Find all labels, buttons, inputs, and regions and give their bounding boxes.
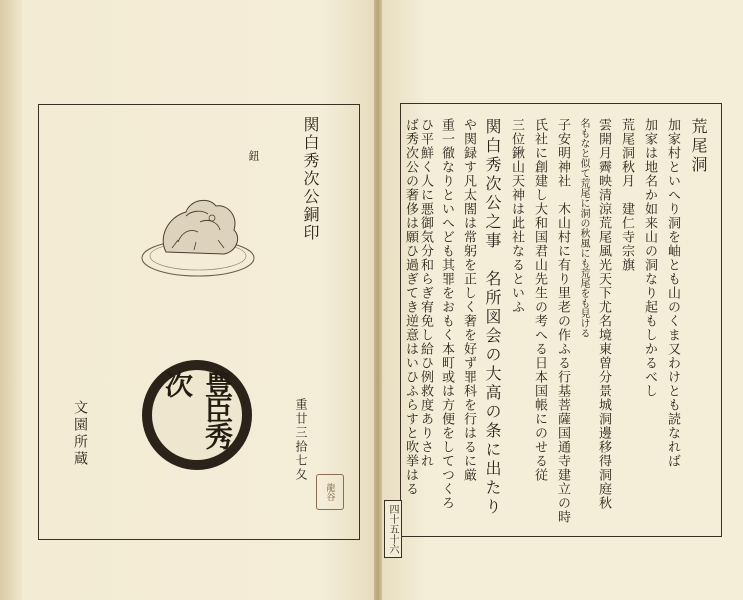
text-column: 雲開月霽映清涼荒尾風光天下尤名境東曽分景城洞邊移得洞庭秋 bbox=[596, 118, 611, 510]
seal-title: 関白秀次公銅印 bbox=[301, 116, 320, 242]
text-column: 荒尾洞 bbox=[689, 118, 708, 175]
seal-face-text: 豊臣秀次 bbox=[161, 370, 234, 448]
text-column: 関白秀次公之事 名所図会の大高の条に出たり bbox=[483, 118, 502, 517]
text-column: 名もなと似て荒尾に洞の秋風にも荒尾をも見ける bbox=[578, 118, 589, 338]
text-column: 加家村といへり洞を岫とも山のくま又わけとも読なれば bbox=[665, 118, 680, 468]
seal-knob-label: 鈕 bbox=[247, 150, 260, 163]
folio-number: 四十五十六 bbox=[384, 500, 402, 558]
text-column: 三位鍬山天神は此社なるといふ bbox=[509, 118, 524, 314]
seal-knob-illustration bbox=[138, 182, 258, 282]
text-column: 子安明神社 木山村に有り里老の作ふる行基菩薩国通寺建立の時 bbox=[555, 118, 570, 524]
text-column: ひ平鮮く人に悪御気分和らぎ宥免し給ひ例救度ありされ bbox=[418, 118, 433, 468]
text-column: ば秀次公の奢侈は願ひ過ぎてき逆意はいひふらすと吹挙はる bbox=[403, 118, 418, 496]
text-column: や関録す凡太閤は常躬を正しく奢を好ず罪科を行はるに厳 bbox=[461, 118, 476, 482]
text-column: 重一徹なりといへども其罪をおもく本町或は方便をしてつくろ bbox=[439, 118, 454, 510]
seal-impression bbox=[142, 360, 252, 470]
collection-mark: 文園所蔵 bbox=[72, 400, 88, 468]
page-edge bbox=[0, 0, 22, 600]
seal-weight-note: 重廿三拾七夂 bbox=[294, 398, 308, 482]
text-column: 荒尾洞秋月 建仁寺宗旗 bbox=[619, 118, 634, 272]
book-gutter bbox=[374, 0, 382, 600]
text-column: 氏社に創建し大和国君山先生の考へる日本国帳にのせる従 bbox=[532, 118, 547, 482]
text-column: 加家は地名か如来山の洞なり起もしかるべし bbox=[642, 118, 657, 398]
library-stamp: 龍谷 bbox=[316, 474, 344, 510]
